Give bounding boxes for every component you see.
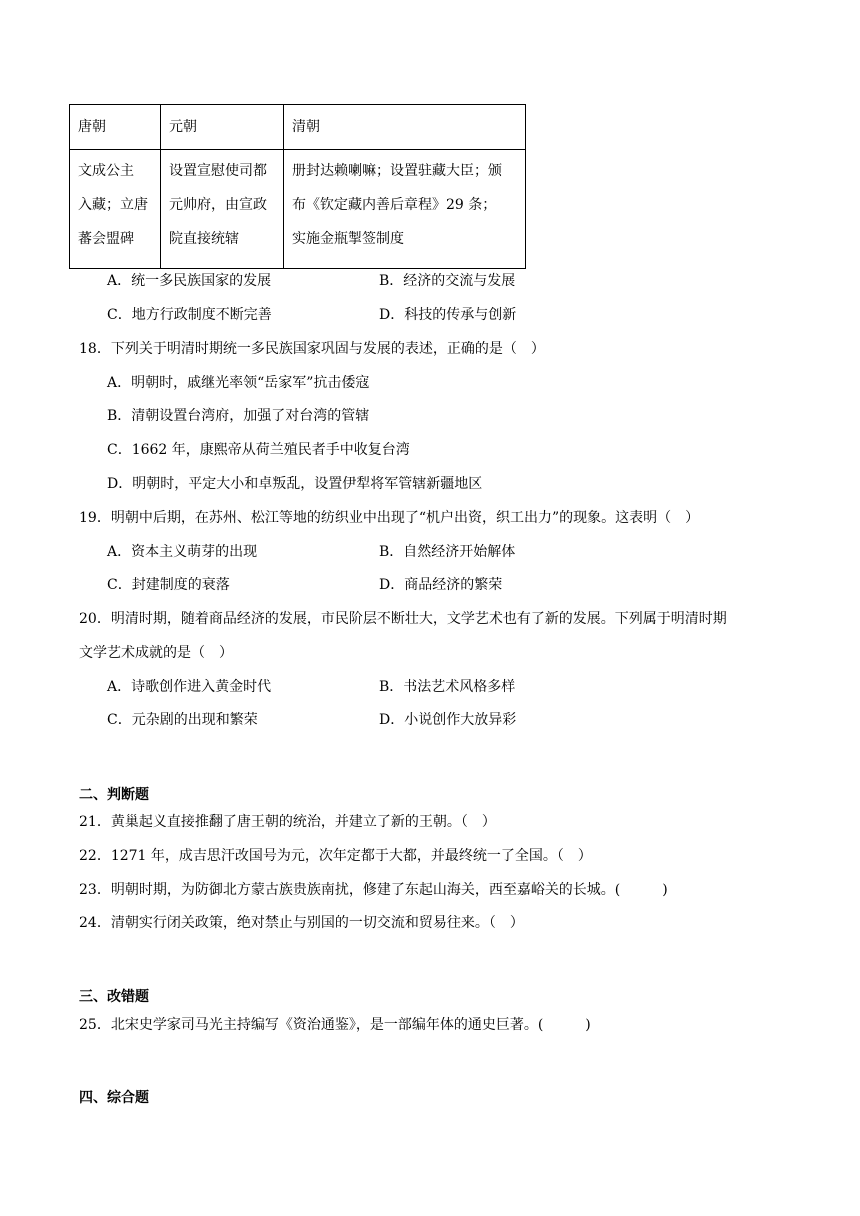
- header-yuan: 元朝: [161, 105, 284, 150]
- cell-line: 布《钦定藏内善后章程》29 条；: [292, 197, 497, 213]
- q19-option-a: A．资本主义萌芽的出现: [107, 544, 258, 560]
- cell-tang: [70, 150, 161, 269]
- q25-stem: 25．北宋史学家司马光主持编写《资治通鉴》，是一部编年体的通史巨著。( ): [79, 1017, 591, 1033]
- cell-line: 文成公主: [78, 163, 134, 179]
- q24-stem: 24．清朝实行闭关政策，绝对禁止与别国的一切交流和贸易往来。（ ）: [79, 915, 524, 931]
- q20-stem-line2: 文学艺术成就的是（ ）: [79, 645, 233, 661]
- q20-option-a: A．诗歌创作进入黄金时代: [107, 679, 272, 695]
- header-qing: 清朝: [284, 105, 526, 150]
- cell-yuan: [161, 150, 284, 269]
- q18-option-c: C．1662 年，康熙帝从荷兰殖民者手中收复台湾: [107, 442, 410, 458]
- section-title-correction: 三、改错题: [79, 989, 149, 1005]
- q19-option-d: D．商品经济的繁荣: [379, 577, 503, 593]
- q19-stem: 19．明朝中后期，在苏州、松江等地的纺织业中出现了“机户出资，织工出力”的现象。这表明（ ）: [79, 510, 700, 526]
- history-table: [69, 104, 526, 269]
- cell-line: 蕃会盟碑: [78, 231, 134, 247]
- section-title-comprehensive: 四、综合题: [79, 1090, 149, 1106]
- q18-option-a: A．明朝时，戚继光率领“岳家军”抗击倭寇: [107, 375, 370, 391]
- q17-option-a: A．统一多民族国家的发展: [107, 273, 272, 289]
- q18-option-d: D．明朝时，平定大小和卓叛乱，设置伊犁将军管辖新疆地区: [107, 476, 483, 492]
- q19-option-c: C．封建制度的衰落: [107, 577, 230, 593]
- q17-option-d: D．科技的传承与创新: [379, 307, 517, 323]
- cell-line: 元帅府，由宣政: [169, 197, 267, 213]
- table-header-row: [70, 105, 526, 150]
- cell-qing: [284, 150, 526, 269]
- q18-option-b: B．清朝设置台湾府，加强了对台湾的管辖: [107, 408, 370, 424]
- q18-stem: 18．下列关于明清时期统一多民族国家巩固与发展的表述，正确的是（ ）: [79, 341, 545, 357]
- cell-line: 册封达赖喇嘛；设置驻藏大臣；颁: [292, 163, 502, 179]
- section-title-judgment: 二、判断题: [79, 787, 149, 803]
- cell-line: 院直接统辖: [169, 231, 239, 247]
- q19-option-b: B．自然经济开始解体: [379, 544, 516, 560]
- q20-option-d: D．小说创作大放异彩: [379, 712, 517, 728]
- q20-option-c: C．元杂剧的出现和繁荣: [107, 712, 258, 728]
- q23-stem: 23．明朝时期，为防御北方蒙古族贵族南扰，修建了东起山海关，西至嘉峪关的长城。( ): [79, 882, 668, 898]
- cell-line: 入藏；立唐: [78, 197, 148, 213]
- q20-option-b: B．书法艺术风格多样: [379, 679, 516, 695]
- q17-option-b: B．经济的交流与发展: [379, 273, 516, 289]
- q17-option-c: C．地方行政制度不断完善: [107, 307, 272, 323]
- table-row: [70, 150, 526, 269]
- cell-line: 设置宣慰使司都: [169, 163, 267, 179]
- header-tang: 唐朝: [70, 105, 161, 150]
- q21-stem: 21．黄巢起义直接推翻了唐王朝的统治，并建立了新的王朝。（ ）: [79, 814, 496, 830]
- q22-stem: 22．1271 年，成吉思汗改国号为元，次年定都于大都，并最终统一了全国。（ ）: [79, 848, 592, 864]
- cell-line: 实施金瓶掣签制度: [292, 231, 404, 247]
- q20-stem-line1: 20．明清时期，随着商品经济的发展，市民阶层不断壮大，文学艺术也有了新的发展。下列属于明清时期: [79, 611, 727, 627]
